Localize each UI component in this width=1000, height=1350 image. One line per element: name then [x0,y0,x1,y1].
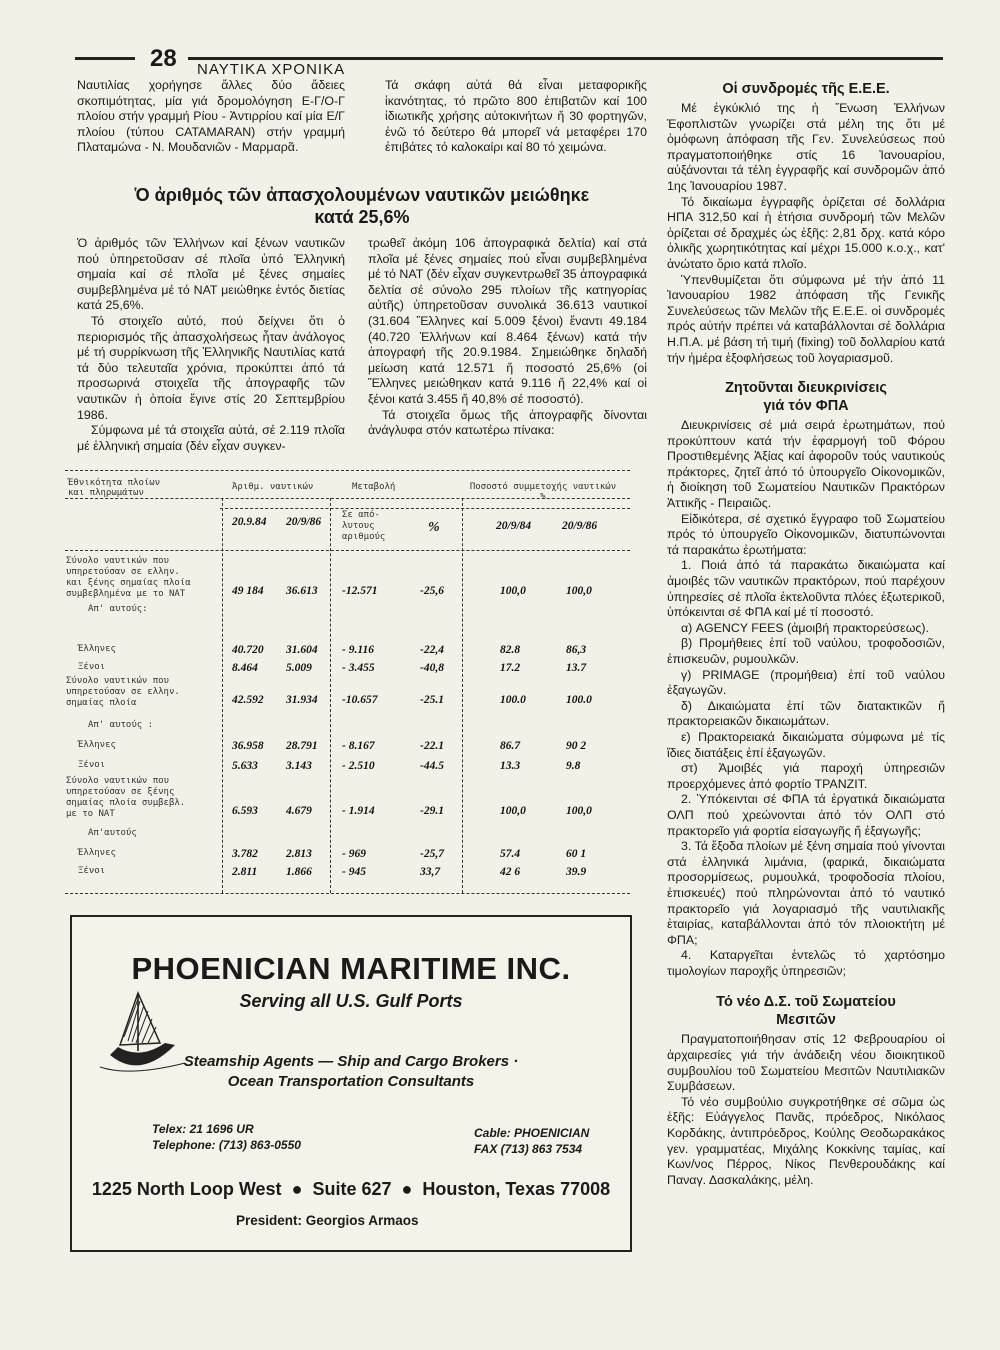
ad-fax: FAX (713) 863 7534 [474,1142,583,1156]
running-head: ΝΑΥΤΙΚΑ ΧΡΟΝΙΚΑ [197,61,346,78]
article-paragraph: Τό στοιχεῖο αὐτό, πού δείχνει ὅτι ὁ περιορισμός τῆς ἀπασχολήσεως ἦταν ἀνάλογος μέ τή συρρίκνωση τῆς Ἑλληνικῆς Ναυτιλίας κατά τά δύο τελευταῖα χρόνια, προκύπτει ἀπό τά προσωρινά στοιχεῖα τῆς ἀπογραφῆς τῶν ναυτικῶν ἡ ὁποία ἔγινε στίς 20 Σεπτεμβρίου 1986. [77,313,345,422]
article-column-1 [77,236,345,454]
table-row-label: Ξένοι [78,760,106,770]
sidebar [667,80,945,1188]
table-cell: 90 2 [566,740,587,752]
table-cell: 3.782 [232,848,258,860]
page-number: 28 [150,45,177,72]
sidebar-section1-body: Μέ ἐγκύκλιό της ἡ Ἕνωση Ἑλλήνων Ἐφοπλιστῶν γνωρίζει στά μέλη της ὅτι μέ ὁμόφωνη ἀπόφαση τῆς Γεν. Συνελεύσεως πού πραγματοποιήθηκε στίς 16 Ἰανουαρίου, αὐξάνονται τά τέλη ἐγγραφῆς καί συνδρομῶν ἀπό 1ης Ἰανουαρίου 1987. Τό δικαίωμα ἐγγραφῆς ὁρίζεται σέ δολλάρια ΗΠΑ 312,50 καί ἡ ἐτήσια συνδρομή τῶν Μελῶν ὁρίζεται σέ δραχμές ὡς ἑξῆς: 2,81 δρχ. κατά κόρο ὁλικῆς χωρητικότητας καί μέχρι 15.000 κ.ο.χ., κατ' ἀνώτατο ὅριο κατά πλοῖο. Ὑπενθυμίζεται ὅτι σύμφωνα μέ τήν ἀπό 11 Ἰανουαρίου 1982 ἀπόφαση τῆς Γενικῆς Συνελεύσεως τῶν Μελῶν τῆς Ε.Ε.Ε. οἱ συνδρομές πρός αὐτήν πρέπει νά καταβάλλονται σέ δολλάρια Η.Π.Α. μέ βάση τή τιμή (fixing) τοῦ δολλαρίου κατά τήν ἡμέρα ἐξοφλήσεως τοῦ λογαριασμοῦ. [667,101,945,365]
table-cell: 100,0 [566,805,592,817]
table-cell: 31.934 [286,694,318,706]
article-title-line2: κατά 25,6% [314,207,410,227]
sidebar-section3-title: Τό νέο Δ.Σ. τοῦ Σωματείου Μεσιτῶν [716,994,896,1029]
bullet-icon: ● [286,1179,308,1199]
table-cell: - 969 [342,848,366,860]
table-row-label: Σύνολο ναυτικών που υπηρετούσαν σε ελλην. και ξένης σημαίας πλοία συμβεβλημένα με το ΝΑΤ [66,556,191,599]
table-cell: - 9.116 [342,644,374,656]
ad-address-street: 1225 North Loop West [91,1179,282,1199]
top-middle-text: Τά σκάφη αὐτά θά εἶναι μεταφορικῆς ἱκανότητας, τό πρῶτο 800 ἐπιβατῶν καί 100 ἰδιωτικῆς χρήσης αὐτοκινήτων ἤ 30 φορτηγῶν, ἐνῶ τό δεύτερο θά μπορεῖ νά μεταφέρει 170 ἐπιβάτες τό καλοκαίρι καί 80 τό χειμώνα. [385,78,647,155]
ad-president: President: Georgios Armaos [236,1213,419,1228]
table-cell: 1.866 [286,866,312,878]
sidebar-section2-body: Διευκρινίσεις σέ μιά σειρά ἐρωτημάτων, πού προκύπτουν κατά τήν ἐφαρμογή τοῦ Φόρου Προστιθεμένης Ἀξίας καί ἀφοροῦν τούς ναυτικούς πράκτορες, ζητεῖ ἀπό τό ὑπουργεῖο Οἰκονομικῶν, ἡ διοίκηση τοῦ Σωματείου Ναυτικῶν Πρακτόρων Ἀττικῆς - Πειραιῶς. Εἰδικότερα, σέ σχετικό ἔγγραφο τοῦ Σωματείου πρός τό ὑπουργεῖο Οἰκονομικῶν, διατυπώνονται τά παρακάτω ἐρωτήματα: 1. Ποιά ἀπό τά παρακάτω δικαιώματα καί ἀμοιβές τῶν ναυτικῶν πρακτόρων, πού παρέχουν ὑπηρεσίες σέ πλοῖα ἐκτελοῦντα πλόες ἐξωτερικοῦ, ὑπόκεινται σέ ΦΠΑ καί μέ τί ποσοστό. α) AGENCY FEES (ἀμοιβή πρακτορεύσεως). β) Προμήθειες ἐπί τοῦ ναύλου, τροφοδοσιῶν, ἐπισκευῶν, ρυμουλκῶν. γ) PRIMAGE (προμήθεια) ἐπί τοῦ ναύλου ἐξαγωγῶν. δ) Δικαιώματα ἐπί τῶν διατακτικῶν ἤ πρακτορειακῶν δικαιωμάτων. ε) Πρακτορειακά δικαιώματα σύμφωνα μέ τίς ἴδιες διατάξεις ἐπί ἐξαγωγῶν. στ) Ἀμοιβές γιά παροχή ὑπηρεσιῶν προερχόμενες ἀπό φορτίο ΤΡΑΝΖΙΤ. 2. Ὑπόκεινται σέ ΦΠΑ τά ἐργατικά δικαιώματα ΟΛΠ πού χρεώνονται ἀπό τόν ΟΛΠ στό πρακτορεῖο γιά φορτία εἰσαγωγῆς ἤ ἐξαγωγῆς; 3. Τά ἔξοδα πλοίων μέ ξένη σημαία πού γίνονται στά ἑλληνικά λιμάνια, (φαρικά, δικαιώματα προσορμίσεως, ρυμουλκά, τροφοδοσία πλοίου, ἐπισκευές) πού πληρώνονται ἀπό τό ναυτικό πρακτορεῖο γιά λογαριασμό τῆς ναυτιλιακῆς ἑταιρίας, καταβάλλονται ἀπό τόν πλοιοκτήτη μέ ΦΠΑ; 4. Καταργεῖται ἐντελῶς τό χαρτόσημο τιμολογίων παροχῆς ὑπηρεσιῶν; [667,418,945,978]
table-row-label: Έλληνες [78,644,116,654]
table-cell: 60 1 [566,848,587,860]
article-paragraph: Ὁ ἀριθμός τῶν Ἑλλήνων καί ξένων ναυτικῶν πού ὑπηρετοῦσαν σέ πλοῖα ὑπό Ἑλληνική σημαία καί σέ πλοῖα μέ ξένες σημαίες συμβεβλημένα μέ τό ΝΑΤ μειώθηκε ἐντός διετίας κατά 25,6%. [77,236,345,313]
ad-telephone: Telephone: (713) 863-0550 [152,1138,301,1152]
ad-cable: Cable: PHOENICIAN [474,1126,590,1140]
table-subhead-date: 20/9/86 [562,520,598,532]
ad-telex: Telex: 21 1696 UR [152,1122,254,1136]
table-cell: 17.2 [500,662,521,674]
table-cell: -22.1 [420,740,444,752]
table-subhead-date: 20/9/84 [496,520,532,532]
table-subhead-date: 20.9.84 [232,516,267,528]
table-cell: - 1.914 [342,805,375,817]
table-cell: 5.009 [286,662,312,674]
table-cell: -22,4 [420,644,444,656]
article-paragraph: τρωθεῖ ἀκόμη 106 ἀπογραφικά δελτία) καί στά πλοῖα μέ ξένες σημαίες πού εἶναι συμβεβλημένα μέ τό ΝΑΤ (δέν εἶχαν συγκεντρωθεῖ 35 ἀπογραφικά δελτία σέ σύνολο 295 πλοίων τῆς κατηγορίας αὐτῆς) ὑπηρετοῦσαν συνολικά 36.613 ναυτικοί (31.604 Ἕλληνες καί 5.009 ξένοι) ἔναντι 49.184 (40.720 Ἑλλήνων καί 8.464 ξένων) κατά τήν ἀπογραφή τῆς 20.9.1984. Σημειώθηκε δηλαδή μείωση κατά 12.571 ἤ ποσοστό 25,6% (οἱ Ἕλληνες μειώθηκαν κατά 9.116 ἤ 22,4% καί οἱ ξένοι κατά 3.455 ἤ 40,8% σέ ποσοστό). [368,236,647,406]
table-cell: -25,6 [420,585,444,597]
table-cell: 100,0 [500,805,526,817]
ad-services-line1: Steamship Agents — Ship and Cargo Brokers · [183,1053,519,1070]
table-cell: - 3.455 [342,662,375,674]
advertisement [70,915,632,1252]
article-title [77,184,647,228]
table-row-label: Έλληνες [78,740,116,750]
bullet-icon: ● [396,1179,418,1199]
article-paragraph: Τά στοιχεῖα ὅμως τῆς ἀπογραφῆς δίνονται ἀνάγλυφα στόν κατωτέρω πίνακα: [368,407,647,438]
table-cell: 86,3 [566,644,587,656]
table-row-label: Σύνολο ναυτικών που υπηρετούσαν σε ελλην. σημαίας πλοία [66,676,180,708]
table-cell: - 945 [342,866,366,878]
table-head-change: Μεταβολή [352,482,396,492]
table-cell: 57.4 [500,848,521,860]
table-cell: 3.143 [286,760,312,772]
table-row-label: Απ' αυτούς: [88,604,148,614]
table-cell: -29.1 [420,805,444,817]
ad-services-line2: Ocean Transportation Consultants [227,1073,475,1090]
table-cell: 100.0 [500,694,526,706]
table-cell: 4.679 [286,805,312,817]
table-cell: -10.657 [342,694,378,706]
table-cell: 2.813 [286,848,312,860]
table-cell: 2.811 [232,866,258,878]
table-cell: 13.7 [566,662,587,674]
table-cell: 42.592 [232,694,264,706]
ad-company-name: PHOENICIAN MARITIME INC. [131,951,571,986]
table-cell: -25,7 [420,848,444,860]
table-cell: 5.633 [232,760,258,772]
table-cell: -25.1 [420,694,444,706]
table-cell: - 2.510 [342,760,375,772]
table-cell: 82.8 [500,644,521,656]
table-cell: -12.571 [342,585,378,597]
table-cell: 36.613 [286,585,318,597]
table-head-count: Ἀριθμ. ναυτικών [232,482,314,492]
table-row-label: Ξένοι [78,662,106,672]
table-cell: 8.464 [232,662,258,674]
table-cell: 86.7 [500,740,521,752]
table-cell: 100,0 [566,585,592,597]
table-cell: 6.593 [232,805,258,817]
article-column-2 [368,236,647,439]
table-subhead-absolute: Σε από- λυτους αριθμούς [342,510,386,542]
table-row-label: Απ' αυτούς : [88,720,154,730]
table-cell: 40.720 [232,644,264,656]
ad-contact-right [474,1125,589,1157]
ad-address [72,1179,630,1200]
table-row-label: Απ'αυτούς [88,828,137,838]
top-left-text: Ναυτιλίας χορήγησε ἄλλες δύο ἄδειες σκοπιμότητας, μία γιά δρομολόγηση Ε-Γ/Ο-Γ πλοίου στήν γραμμή Ρίου - Ἀντιρρίου καί μία Ε/Γ πλοίου (τύπου CATAMARAN) στήν γραμμή Πλαταμώνα - Ν. Μουδανιῶν - Μαρμαρᾶ. [77,78,345,155]
sidebar-section1-title: Οἱ συνδρομές τῆς Ε.Ε.Ε. [722,81,890,97]
table-cell: 13.3 [500,760,521,772]
table-cell: 36.958 [232,740,264,752]
ad-tagline: Serving all U.S. Gulf Ports [239,991,463,1011]
table-cell: 42 6 [500,866,521,878]
table-cell: -44.5 [420,760,444,772]
sidebar-section2-title: Ζητοῦνται διευκρινίσεις γιά τόν ΦΠΑ [725,380,887,415]
table-subhead-date: 20/9/86 [286,516,322,528]
ad-address-suite: Suite 627 [312,1179,392,1199]
table-head-nationality: Ἐθνικότητα πλοίων και πληρωμάτων [68,478,161,498]
table-head-share: Ποσοστό συμμετοχής ναυτικών % [469,482,617,502]
table-subhead-percent: % [428,520,440,535]
article-title-line1: Ὁ ἀριθμός τῶν ἀπασχολουμένων ναυτικῶν μειώθηκε [134,185,590,205]
table-cell: - 8.167 [342,740,375,752]
table-cell: 9.8 [566,760,581,772]
table-cell: 28.791 [286,740,318,752]
sidebar-section3-body: Πραγματοποιήθησαν στίς 12 Φεβρουαρίου οἱ ἀρχαιρεσίες γιά τήν ἀνάδειξη νέου διοικητικοῦ συμβουλίου τοῦ Σωματείου Μεσιτῶν Ναυτιλιακῶν Συμβάσεων. Τό νέο συμβούλιο συγκροτήθηκε σέ σῶμα ὡς ἑξῆς: Εὐάγγελος Πανᾶς, πρόεδρος, Νικόλαος Κορδάκης, ἀντιπρόεδρος, Κούλης Θεοδωρακάκος γεν. γραμματέας, Μιχάλης Κοκκίνης ταμίας, καί Κων/νος Πέρρος, Νίκος Πενθερουδάκης καί Παναγ. Δασκαλάκης, μέλη. [667,1032,945,1187]
table-cell: 39.9 [566,866,587,878]
table-cell: 31.604 [286,644,318,656]
table-cell: 49 184 [232,585,264,597]
table-cell: 33,7 [420,866,441,878]
table-row-label: Σύνολο ναυτικών που υπηρετούσαν σε ξένης σημαίας πλοία συμβεβλ. με το ΝΑΤ [66,776,186,819]
table-cell: -40,8 [420,662,444,674]
table-cell: 100,0 [500,585,526,597]
table-row-label: Ξένοι [78,866,106,876]
table-cell: 100.0 [566,694,592,706]
article-paragraph: Σύμφωνα μέ τά στοιχεῖα αὐτά, σέ 2.119 πλοῖα μέ ἑλληνική σημαία (δέν εἶχαν συγκεν- [77,423,345,453]
table-row-label: Έλληνες [78,848,116,858]
ad-address-city: Houston, Texas 77008 [422,1179,611,1199]
ad-contact-left [152,1121,301,1153]
